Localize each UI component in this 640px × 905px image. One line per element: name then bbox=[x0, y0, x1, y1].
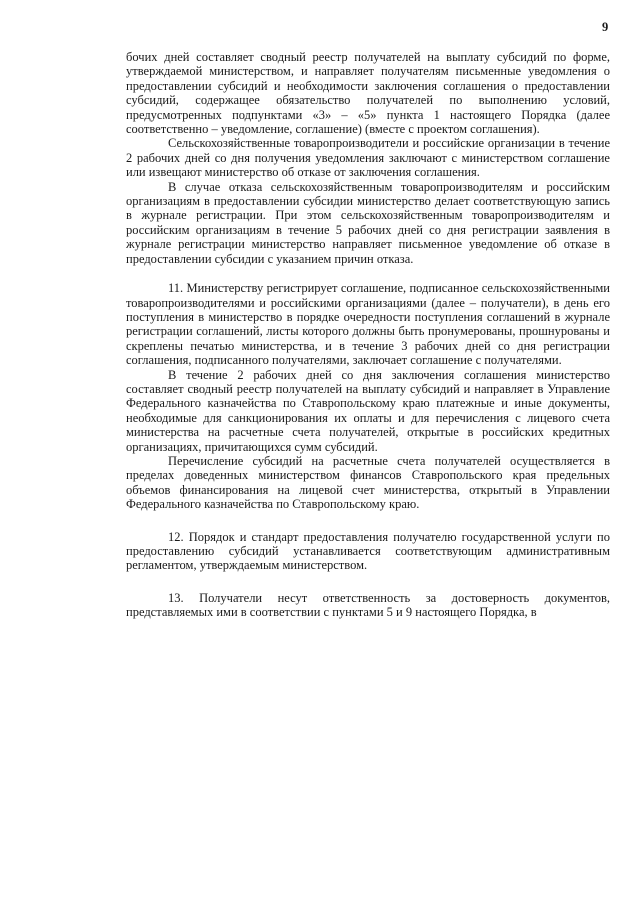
paragraph-registry-continuation: бочих дней составляет сводный реестр получателей на выплату субсидий по форме, утверждаемой министерством, и направляет получателям письменные уведомления о предоставлении субсидий и необходимости заключения соглашения о предоставлении субсидий, содержащее обязательство получателей по выполнению условий, предусмотренных подпунктами «3» – «5» пункта 1 настоящего Порядка (далее соответственно – уведомление, соглашение) (вместе с проектом соглашения). bbox=[126, 50, 610, 137]
document-body bbox=[126, 50, 610, 620]
paragraph-refusal: В случае отказа сельскохозяйственным товаропроизводителям и российским организациям в предоставлении субсидии министерство делает соответствующую запись в журнале регистрации. При этом сельскохозяйственным товаропроизводителям и российским организациям в течение 5 рабочих дней со дня регистрации заявления в журнале регистрации министерство направляет письменное уведомление об отказе в предоставлении субсидии с указанием причин отказа. bbox=[126, 179, 610, 266]
paragraph-summary-registry: В течение 2 рабочих дней со дня заключения соглашения министерство составляет сводный реестр получателей на выплату субсидий и направляет в Управление Федерального казначейства по Ставропольскому краю платежные и иные документы, необходимые для санкционирования их оплаты и для перечисления с лицевого счета министерства на расчетные счета получателей, открытые в российских кредитных организациях, причитающихся сумм субсидий. bbox=[126, 367, 610, 454]
paragraph-item-12: 12. Порядок и стандарт предоставления получателю государственной услуги по предоставлению субсидий устанавливается соответствующим административным регламентом, утверждаемым министерством. bbox=[126, 529, 610, 573]
page-number: 9 bbox=[602, 20, 609, 34]
paragraph-agreement-conclusion: Сельскохозяйственные товаропроизводители и российские организации в течение 2 рабочих дней со дня получения уведомления заключают с министерством соглашение или извещают министерство об отказе от заключения соглашения. bbox=[126, 136, 610, 180]
paragraph-subsidy-transfer: Перечисление субсидий на расчетные счета получателей осуществляется в пределах доведенных министерством финансов Ставропольского края предельных объемов финансирования на лицевой счет министерства, открытый в Управлении Федерального казначейства по Ставропольскому краю. bbox=[126, 453, 610, 512]
paragraph-item-11: 11. Министерству регистрирует соглашение, подписанное сельскохозяйственными товаропроизводителями и российскими организациями (далее – получатели), в день его поступления в министерство в порядке очередности поступления соглашений в журнале регистрации соглашений, листы которого должны быть пронумерованы, прошнурованы и скреплены печатью министерства, и в течение 3 рабочих дней со дня регистрации соглашения, подписанного получателями, заключает соглашение с получателями. bbox=[126, 281, 610, 368]
paragraph-item-13: 13. Получатели несут ответственность за достоверность документов, представляемых ими в соответствии с пунктами 5 и 9 настоящего Порядка, в bbox=[126, 590, 610, 620]
